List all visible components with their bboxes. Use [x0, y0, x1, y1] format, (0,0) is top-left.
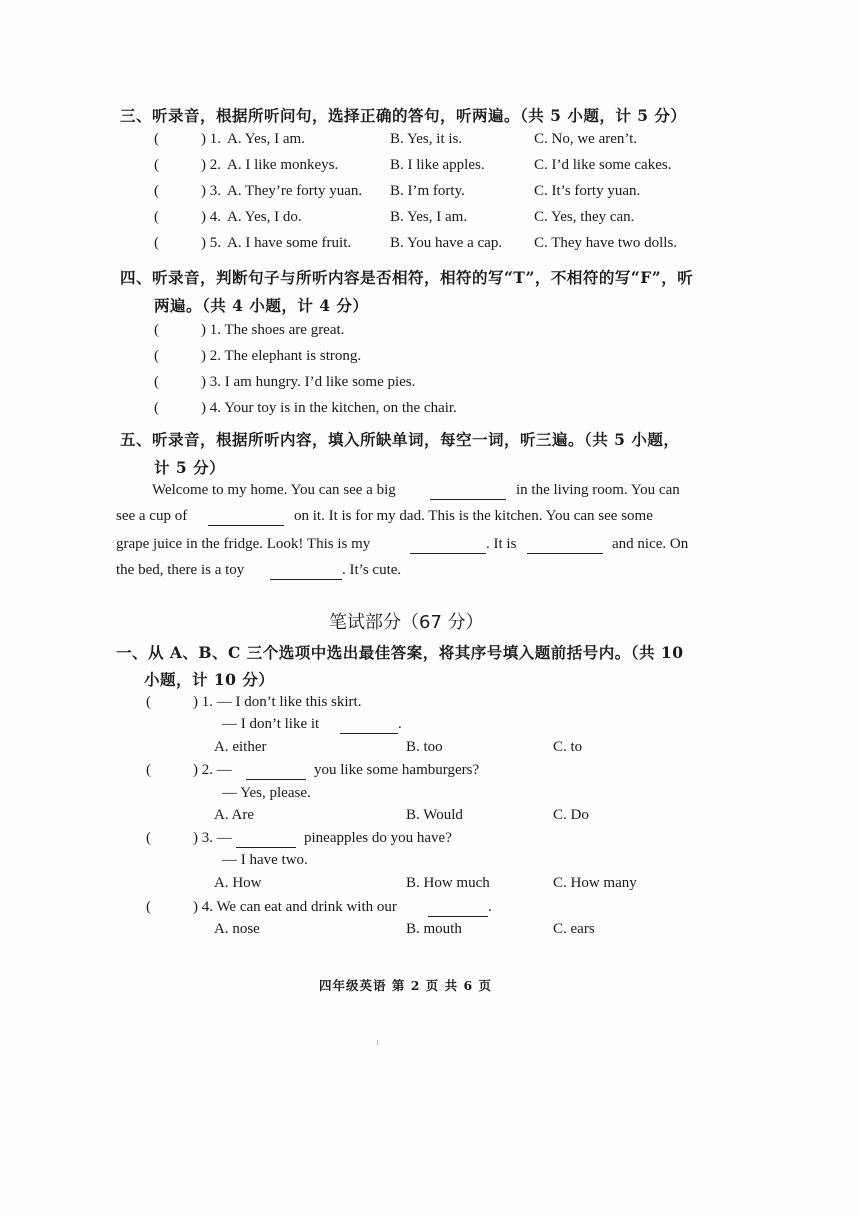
answer-bracket: ( — [154, 374, 159, 390]
question-stem: ) 3. — — [193, 830, 232, 846]
section-5-heading-line2: 计 5 分） — [154, 458, 226, 477]
passage-text: Welcome to my home. You can see a big — [152, 482, 396, 498]
answer-bracket: ( — [146, 899, 151, 915]
question-stem: ) 2. — — [193, 762, 232, 778]
answer-bracket: ( — [146, 694, 151, 710]
answer-bracket: ( — [154, 400, 159, 416]
question-stem: — I don’t like it — [222, 716, 320, 732]
passage-text: . It’s cute. — [342, 562, 402, 578]
passage-text: . It is — [486, 536, 517, 552]
answer-bracket: ( — [146, 830, 151, 846]
question-number: ) 2. — [201, 157, 221, 173]
passage-text: in the living room. You can — [516, 482, 680, 498]
question-stem: ) 1. — I don’t like this skirt. — [193, 694, 362, 710]
section-5-heading-line1: 五、听录音，根据所听内容，填入所缺单词，每空一词，听三遍。（共 5 小题， — [120, 430, 680, 449]
option-c: C. to — [553, 739, 583, 755]
option-c: C. No, we aren’t. — [534, 131, 638, 147]
option-a: A. Yes, I do. — [227, 209, 302, 225]
question-stem: you like some hamburgers? — [314, 762, 480, 778]
option-a: A. Are — [214, 807, 254, 823]
answer-blank[interactable] — [428, 915, 488, 917]
answer-blank[interactable] — [236, 846, 296, 848]
statement: ) 3. I am hungry. I’d like some pies. — [201, 374, 416, 390]
option-c: C. They have two dolls. — [534, 235, 678, 251]
option-c: C. It’s forty yuan. — [534, 183, 641, 199]
answer-blank[interactable] — [270, 578, 342, 580]
option-b: B. mouth — [406, 921, 462, 937]
question-number: ) 5. — [201, 235, 221, 251]
answer-blank[interactable] — [246, 778, 306, 780]
section-4-heading-line1: 四、听录音，判断句子与所听内容是否相符，相符的写“T”，不相符的写“F”，听 — [120, 268, 694, 287]
question-number: ) 1. — [201, 131, 221, 147]
answer-bracket: ( — [154, 131, 159, 147]
scan-speck — [377, 1040, 378, 1045]
question-number: ) 3. — [201, 183, 221, 199]
option-b: B. Yes, I am. — [390, 209, 468, 225]
question-number: ) 4. — [201, 209, 221, 225]
question-stem: pineapples do you have? — [304, 830, 452, 846]
option-c: C. Yes, they can. — [534, 209, 635, 225]
answer-bracket: ( — [146, 762, 151, 778]
written-part-title: 笔试部分（67 分） — [329, 612, 484, 633]
option-a: A. I have some fruit. — [227, 235, 352, 251]
passage-text: on it. It is for my dad. This is the kitchen. You can see some — [294, 508, 653, 524]
answer-bracket: ( — [154, 209, 159, 225]
option-a: A. either — [214, 739, 267, 755]
page-footer: 四年级英语 第 2 页 共 6 页 — [319, 978, 493, 993]
question-stem: . — [488, 899, 492, 915]
option-a: A. nose — [214, 921, 260, 937]
option-a: A. I like monkeys. — [227, 157, 339, 173]
answer-bracket: ( — [154, 183, 159, 199]
answer-blank[interactable] — [410, 552, 486, 554]
option-a: A. They’re forty yuan. — [227, 183, 363, 199]
option-b: B. I’m forty. — [390, 183, 465, 199]
statement: ) 2. The elephant is strong. — [201, 348, 362, 364]
question-stem: . — [398, 716, 402, 732]
question-stem: — I have two. — [222, 852, 308, 868]
answer-blank[interactable] — [527, 552, 603, 554]
written-section-1-heading-line1: 一、从 A、B、C 三个选项中选出最佳答案，将其序号填入题前括号内。（共 10 — [116, 643, 684, 662]
passage-text: the bed, there is a toy — [116, 562, 245, 578]
passage-text: see a cup of — [116, 508, 188, 524]
option-b: B. I like apples. — [390, 157, 485, 173]
answer-blank[interactable] — [430, 498, 506, 500]
passage-text: grape juice in the fridge. Look! This is my — [116, 536, 371, 552]
section-4-heading-line2: 两遍。（共 4 小题，计 4 分） — [154, 296, 369, 315]
answer-bracket: ( — [154, 157, 159, 173]
option-c: C. How many — [553, 875, 637, 891]
question-stem: — Yes, please. — [222, 785, 311, 801]
option-b: B. too — [406, 739, 443, 755]
option-b: B. Yes, it is. — [390, 131, 463, 147]
statement: ) 4. Your toy is in the kitchen, on the chair. — [201, 400, 457, 416]
written-section-1-heading-line2: 小题，计 10 分） — [144, 670, 275, 689]
question-stem: ) 4. We can eat and drink with our — [193, 899, 397, 915]
answer-bracket: ( — [154, 348, 159, 364]
option-c: C. ears — [553, 921, 595, 937]
answer-blank[interactable] — [208, 524, 284, 526]
option-c: C. Do — [553, 807, 589, 823]
option-b: B. You have a cap. — [390, 235, 503, 251]
option-b: B. Would — [406, 807, 463, 823]
passage-text: and nice. On — [612, 536, 689, 552]
option-b: B. How much — [406, 875, 490, 891]
answer-blank[interactable] — [340, 732, 398, 734]
answer-bracket: ( — [154, 322, 159, 338]
answer-bracket: ( — [154, 235, 159, 251]
option-a: A. How — [214, 875, 262, 891]
option-a: A. Yes, I am. — [227, 131, 305, 147]
section-3-heading: 三、听录音，根据所听问句，选择正确的答句，听两遍。（共 5 小题，计 5 分） — [120, 106, 687, 125]
option-c: C. I’d like some cakes. — [534, 157, 672, 173]
statement: ) 1. The shoes are great. — [201, 322, 345, 338]
